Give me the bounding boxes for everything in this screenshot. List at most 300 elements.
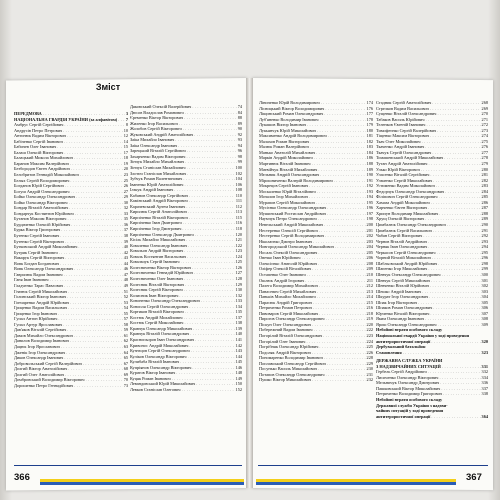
toc-entry-page: 285	[481, 194, 488, 200]
toc-entry-page: 134	[235, 303, 242, 309]
toc-entry-title: Гаврилюк Вадим Іванович	[14, 271, 63, 277]
toc-entry-title: Теленков Євгеній Іванович	[376, 122, 426, 128]
toc-entry-page: 142	[235, 342, 242, 348]
toc-entry-title: Долгий Віктор Анатолійович	[14, 366, 68, 372]
toc-entry-title: Пирогов Олександр Олександрович	[259, 316, 325, 322]
toc-entry-page: 43	[123, 255, 128, 261]
toc-entry-page: 307	[481, 310, 488, 316]
toc-entry-title: Бутенко Сергій Вікторович	[14, 238, 64, 244]
toc-entry-title: Погорілий Олег Іванович	[259, 338, 306, 344]
toc-entry-page: 138	[235, 320, 242, 326]
toc-entry-title: Пономаренко Володимир Іванович	[259, 355, 323, 361]
toc-entry-title: Шкурат Ігор Олександрович	[376, 294, 429, 300]
toc-entry-title: антитерористичної операції	[376, 338, 431, 344]
toc-entry-page: 113	[235, 209, 242, 215]
toc-entry-page: 126	[235, 264, 242, 270]
toc-entry-page: 195	[366, 199, 373, 205]
toc-entry-title: Заїка Михайло Іванович	[130, 137, 175, 143]
toc-entry-title: Костюк Андрій Михайлович	[130, 314, 183, 320]
toc-entry-title: Лукашов Віктор Іванович	[259, 122, 306, 128]
toc-entry-title: Марків Андрій Миколайович	[259, 155, 313, 161]
toc-entry-title: Кулибаба Віталій Іванович	[130, 359, 180, 365]
toc-entry-page: 331	[481, 363, 488, 369]
toc-entry-title: чайних ситуацій у ході проведення	[376, 408, 444, 414]
right-divider	[258, 465, 488, 466]
toc-entry-title: Конопля Сергій Олександрович	[130, 303, 189, 309]
toc-entry-page: 99	[237, 159, 242, 165]
toc-entry-title: Ганя Іван Іванович	[14, 277, 49, 283]
dot-leader	[438, 322, 481, 328]
toc-entry-title: Бондарчук Костянтин Юрійович	[14, 210, 74, 216]
toc-entry-title: Зарецький Віталій Сергійович	[130, 148, 186, 154]
toc-entry-page: 295	[481, 249, 488, 255]
toc-entry-title: Мельник Андрій Олександрович	[259, 172, 320, 178]
toc-entry-title: Дацюк Ігор Ярославович	[14, 343, 60, 349]
toc-entry-title: Чорний Віталій Миколайович	[376, 255, 431, 261]
toc-entry-page: 229	[366, 360, 373, 366]
toc-entry-page: 232	[366, 377, 373, 383]
toc-entry-title: Лисиченко Олександр Вікторович	[376, 374, 439, 380]
toc-entry-page: 276	[481, 144, 488, 150]
toc-entry-page: 186	[366, 155, 373, 161]
toc-entry-title: Дженік Ігор Олександрович	[14, 349, 66, 355]
toc-entry-title: Іваненко Юрій Анатолійович	[130, 181, 184, 187]
toc-entry-page: 144	[235, 353, 242, 359]
toc-entry-page: 118	[235, 226, 242, 232]
toc-entry-page: 89	[237, 120, 242, 126]
toc-entry-title: Поплавський Олександр Сергійович	[259, 360, 326, 366]
toc-entry-page: 197	[366, 210, 373, 216]
toc-entry-page: 39	[123, 238, 128, 244]
dot-leader	[431, 414, 480, 420]
toc-entry-page: 37	[123, 227, 128, 233]
toc-entry-page: 133	[235, 298, 242, 304]
toc-entry-page: 26	[123, 183, 128, 189]
toc-entry-page: 292	[481, 233, 488, 239]
toc-entry-title: Тіщенко Максим Вікторович	[376, 133, 429, 139]
toc-entry-page: 230	[366, 366, 373, 372]
toc-entry-page: 94	[237, 142, 242, 148]
toc-entry-title: Погрібняк Олександр Юрійович	[259, 344, 319, 350]
toc-entry-page: 183	[366, 144, 373, 150]
toc-entry-title: Піскун Олег Олександрович	[259, 321, 312, 327]
toc-entry-page: 269	[481, 105, 488, 111]
toc-entry-page: 7	[125, 116, 128, 122]
toc-entry-page: 93	[237, 137, 242, 143]
toc-entry-page: 90	[237, 126, 242, 132]
toc-entry-page: 208	[366, 260, 373, 266]
toc-entry-title: Колисник Іван Вікторович	[130, 292, 179, 298]
toc-entry-title: Бутанов Максим Вікторович	[14, 216, 67, 222]
toc-entry-title: Мурапов Сергій Миколайович	[259, 199, 315, 205]
toc-entry-title: Кирпіченко Олександр Дмитрович	[130, 231, 194, 237]
toc-entry-page: 218	[366, 310, 373, 316]
toc-entry-page: 73	[123, 382, 128, 388]
toc-entry-page: 174	[366, 100, 373, 105]
toc-entry-title: Кравчук Віталій Олександрович	[130, 331, 190, 337]
toc-entry-title: ДЕРЖАВНА СЛУЖБА УКРАЇНИ	[376, 358, 443, 364]
toc-entry-page: 100	[235, 165, 242, 171]
toc-entry-page: 102	[235, 170, 242, 176]
toc-entry-page: 180	[366, 127, 373, 133]
toc-entry-page: 271	[481, 116, 488, 122]
toc-entry-title: Карачевський Артем Іванович	[130, 203, 186, 209]
toc-entry-title: Куліков Олександр Вікторович	[130, 353, 187, 359]
toc-entry-page: 18	[123, 155, 128, 161]
toc-entry-title: Зінчук Станіслав Михайлович	[130, 165, 186, 171]
toc-entry-page: 219	[366, 316, 373, 322]
toc-entry-page: 123	[235, 248, 242, 254]
toc-entry-page: 139	[235, 325, 242, 331]
toc-entry-page: 182	[366, 138, 373, 144]
toc-entry-title: Белобритов Геннадій Миколайович	[14, 172, 79, 178]
toc-entry-page: 282	[481, 177, 488, 183]
toc-entry-title: Хрипун Володимир Миколайович	[376, 210, 439, 216]
toc-entry-title: Філіпович Сергій Олександрович	[376, 194, 438, 200]
toc-entry-title: Стрелков Вадим Васильович	[376, 105, 429, 111]
toc-entry-title: Юрченко Віталій Вікторович	[376, 310, 430, 316]
toc-entry-page: 188	[366, 161, 373, 167]
toc-entry-title: Гриценко Вадим Васильович	[14, 305, 68, 311]
toc-entry-title: Ткаченко Андрій Іванович	[376, 144, 425, 150]
toc-entry-title: Подоляк Андрій Вікторович	[259, 349, 311, 355]
toc-column-2	[130, 104, 242, 392]
toc-entry-title: Добровольський Сергій Валерійович	[14, 360, 82, 366]
toc-entry-title: Шевченко Віталій Юрійович	[376, 283, 429, 289]
toc-entry-page: 272	[481, 122, 488, 128]
toc-entry-title: Ошлюк Андрій Ігорович	[259, 277, 305, 283]
toc-entry-page: 96	[237, 148, 242, 154]
toc-entry-title: Безбородов Євген Андрійович	[14, 166, 70, 172]
toc-entry-title: Хрущ Олексій Вікторович	[376, 216, 425, 222]
toc-entry-title: Камінський Андрій Вікторович	[130, 198, 188, 204]
toc-entry-page: 125	[235, 259, 242, 265]
toc-entry-title: Голинський Віктор Іванович	[14, 294, 67, 300]
toc-entry-title: Посунько Василь Миколайович	[259, 366, 317, 372]
toc-column-4	[376, 100, 488, 419]
toc-entry-page: 53	[123, 299, 128, 305]
toc-entry-title: Шпак Ігор Вікторович	[376, 299, 418, 305]
toc-entry-title: Бурдаченко Олексій Юрійович	[14, 221, 71, 227]
toc-entry-title: Кузнєцов Сергій Олександрович	[130, 348, 190, 354]
toc-entry-page: 205	[366, 249, 373, 255]
toc-entry-title: Бабичев Олег Іванович	[14, 144, 57, 150]
toc-entry-title: Невельський Андрій Миколайович	[259, 222, 324, 228]
toc-entry-page: 305	[481, 299, 488, 305]
toc-entry-page: 150	[235, 381, 242, 387]
toc-entry-page: 191	[366, 177, 373, 183]
toc-entry-page: 40	[123, 244, 128, 250]
toc-entry-title: Тимофеєнко Сергій Валерійович	[376, 127, 437, 133]
toc-entry-page: 111	[235, 198, 242, 204]
toc-entry-title: Жиленко Ігор Васильович	[130, 120, 178, 126]
toc-entry-title: Мартинюк Віталій Іванович	[259, 161, 311, 167]
toc-entry-title: Кабанов Олександр Сергійович	[130, 192, 188, 198]
toc-entry-title: Дав'яков Віталій Сергійович	[14, 327, 67, 333]
toc-entry-title: Кирпіченко Віталій Вікторович	[130, 214, 188, 220]
toc-entry-page: 364	[481, 413, 488, 419]
toc-entry-title: Краснопьоров Іван Олександрович	[130, 336, 195, 342]
toc-entry-page: 149	[235, 375, 242, 381]
toc-entry-page: 19	[123, 160, 128, 166]
toc-entry-title: Пушко Віктор Миколайович	[259, 377, 312, 383]
toc-entry-title: З НАДЗВИЧАЙНИХ СИТУАЦІЙ	[376, 363, 441, 369]
toc-entry-page: 20	[123, 166, 128, 172]
toc-entry-page: 61	[123, 332, 128, 338]
toc-entry-page: 228	[366, 355, 373, 361]
toc-entry-page: 206	[366, 255, 373, 261]
toc-entry-page: 3	[125, 111, 128, 116]
toc-entry-page: 47	[123, 271, 128, 277]
toc-entry-title: Жуковський Андрій Анатолійович	[130, 131, 194, 137]
toc-entry-title: Белых Сергій Володимирович	[14, 177, 70, 183]
toc-entry-title: Малахов Роман Вікторович	[259, 138, 310, 144]
toc-entry-title: Захарченко Вадим Вікторович	[130, 153, 186, 159]
toc-entry-page: 320	[481, 338, 488, 344]
toc-entry-page: 112	[235, 203, 242, 209]
toc-entry-page: 122	[235, 242, 242, 248]
toc-entry-page: 25	[123, 177, 128, 183]
toc-entry-title: Диков Олександр Іванович	[14, 355, 64, 361]
toc-entry-title: Мірошниченко Валерій Володимирович	[259, 177, 333, 183]
toc-entry-title: Кравчук Олександр Миколайович	[130, 325, 193, 331]
toc-entry-page: 54	[123, 305, 128, 311]
toc-entry-title: Манько Анатолій Михайлович	[259, 149, 316, 155]
toc-entry-page: 121	[235, 237, 242, 243]
toc-entry-title: Кирпіченко Іван Дмитрович	[130, 220, 182, 226]
toc-entry-title: Чернов Віталій Андрійович	[376, 238, 427, 244]
toc-entry-page: 283	[481, 183, 488, 189]
toc-entry-title: Стадник Сергій Анатолійович	[376, 100, 432, 105]
toc-entry-title: Мокрецов Сергій Іванович	[259, 183, 309, 189]
toc-entry-page: 308	[481, 316, 488, 322]
toc-entry-page: 46	[123, 266, 128, 272]
dot-leader	[74, 383, 123, 389]
toc-entry-page: 84	[237, 109, 242, 115]
toc-entry-page: 104	[235, 176, 242, 182]
toc-entry-title: Андрусів Петро Петрович	[14, 127, 63, 133]
toc-entry-title: Шевчук Сергій Миколайович	[376, 277, 430, 283]
toc-entry-title: Державної служби України з надзви-	[376, 402, 448, 408]
toc-entry-title: Бутрик Сергій Іванович	[14, 249, 58, 255]
toc-entry-title: Мочалов Ігор Михайлович	[259, 194, 308, 200]
toc-entry-title: Томашевський Андрій Миколайович	[376, 155, 444, 161]
toc-entry-page: 209	[366, 266, 373, 272]
toc-entry-title: Улько Юрій Вікторович	[376, 166, 420, 172]
toc-entry-page: 33	[123, 210, 128, 216]
toc-entry-page: 323	[481, 349, 488, 355]
toc-entry-title: Ковальов Андрій Вікторович	[130, 248, 184, 254]
toc-entry-page: 273	[481, 127, 488, 133]
toc-entry-title: Пашковський Віктор Миколайович	[376, 385, 441, 391]
toc-entry-title: Ліниченко Юрій Володимирович	[259, 100, 320, 105]
toc-entry-page: 198	[366, 216, 373, 222]
toc-entry-page: 201	[366, 227, 373, 233]
toc-entry-page: 268	[481, 100, 488, 105]
toc-entry-page: 309	[481, 321, 488, 327]
toc-entry-title: Мельничук Олександр Дмитрович	[376, 380, 440, 386]
toc-entry-page: 145	[235, 359, 242, 365]
toc-entry-title: Левандовський Юрій Миколайович	[130, 381, 196, 387]
toc-entry-title: Кирилюк Сергій Анатолійович	[130, 209, 187, 215]
toc-entry-page: 291	[481, 227, 488, 233]
toc-entry-title: Колесниченко Геннадій Юрійович	[130, 270, 193, 276]
toc-entry-title: Ліщинський Роман Олександрович	[259, 111, 324, 117]
toc-entry-title: Шапенко Ігор Миколайович	[376, 266, 428, 272]
toc-entry-title: Бабіченко Сергій Іванович	[14, 138, 63, 144]
toc-entry-page: 294	[481, 244, 488, 250]
toc-entry-page: 8	[125, 122, 128, 128]
toc-entry-title: Злотич Станіслав Михайлович	[130, 170, 187, 176]
toc-entry-page: 215	[366, 299, 373, 305]
toc-entry-title: Хамаза Андрій Миколайович	[376, 199, 430, 205]
toc-entry-title: Парасюк Андрій Григорович	[259, 299, 312, 305]
toc-entry-page: 332	[481, 369, 488, 375]
toc-entry-page: 336	[481, 380, 488, 386]
toc-entry-page: 106	[235, 181, 242, 187]
toc-entry-title: Дамов Михайло Олександрович	[14, 332, 73, 338]
toc-column-1	[14, 111, 128, 388]
dot-leader	[312, 377, 366, 383]
toc-entry-page: 129	[235, 281, 242, 287]
toc-entry-page: 49	[123, 282, 128, 288]
toc-entry-page: 35	[123, 216, 128, 222]
toc-entry-title: Черкасов Сергій Олександрович	[376, 249, 436, 255]
toc-entry-page: 10	[123, 127, 128, 133]
toc-entry-title: Бойко Олександр Олександрович	[14, 194, 75, 200]
toc-entry-page: 88	[237, 115, 242, 121]
toc-entry-title: Остапенко Олег Іванович	[259, 271, 306, 277]
toc-entry-page: 68	[123, 366, 128, 372]
dot-leader	[182, 387, 235, 393]
toc-entry-page: 29	[123, 194, 128, 200]
toc-entry-page: 146	[235, 364, 242, 370]
toc-entry-title: Кононенко Олександр Олександрович	[130, 298, 200, 304]
toc-entry-page: 189	[366, 166, 373, 172]
toc-entry-page: 140	[235, 331, 242, 337]
toc-entry-page: 148	[235, 370, 242, 376]
toc-entry-page: 178	[366, 116, 373, 122]
toc-entry-title: Палега Володимир Михайлович	[259, 283, 318, 289]
toc-entry-title: ПЕРЕДМОВА	[14, 111, 42, 116]
toc-entry-page: 225	[366, 344, 373, 350]
toc-entry-title: Ткач Олег Миколайович	[376, 138, 421, 144]
toc-entry-title: Черняк Іван Олександрович	[376, 244, 428, 250]
toc-entry-title: Колесник Віталій Вікторович	[130, 281, 185, 287]
toc-entry-page: 293	[481, 238, 488, 244]
toc-entry-page: 115	[235, 214, 242, 220]
toc-entry-title: Колесниченко Олег Іванович	[130, 275, 184, 281]
page-title: Зміст	[95, 82, 121, 92]
dot-leader	[431, 339, 480, 345]
toc-entry-title: Малюк Роман Валерійович	[259, 144, 309, 150]
toc-entry-title: Цимбалюк Олександр Олександрович	[376, 222, 446, 228]
toc-entry-page: 130	[235, 287, 242, 293]
toc-entry	[376, 414, 488, 420]
toc-entry-page: 141	[235, 336, 242, 342]
toc-entry-title: Дюсов Владислав Романович	[130, 109, 184, 115]
toc-entry-title: Гупал Антон Юрійович	[14, 316, 58, 322]
toc-entry-page: 338	[481, 391, 488, 397]
toc-entry-page: 337	[481, 385, 488, 391]
toc-entry-title: Костюк Сергій Миколайович	[130, 320, 184, 326]
toc-entry-title: Вовк Олександр Олександрович	[14, 266, 74, 272]
toc-entry-title: Данилов Володимир Іванович	[14, 338, 69, 344]
toc-entry-title: Становлення	[376, 349, 402, 355]
toc-entry-title: Кортиков Віталій Вікторович	[130, 309, 184, 315]
toc-entry-title: Ільчук Андрій Іванович	[130, 187, 174, 193]
toc-entry-title: Сущенко Віталій Олександрович	[376, 111, 437, 117]
toc-entry-title: Гербель Сергій Андрійович	[376, 369, 427, 375]
toc-entry-page: 196	[366, 205, 373, 211]
toc-entry-title: Національної гвардії України у ході проведення	[376, 332, 470, 338]
toc-entry-title: Зінчук Михайло Михайлович	[130, 159, 185, 165]
toc-entry-title: Нестеренко Олексій Сергійович	[259, 227, 318, 233]
toc-entry-page: 220	[366, 321, 373, 327]
toc-entry-page: 281	[481, 172, 488, 178]
toc-entry-page: 279	[481, 161, 488, 167]
toc-entry-title: Купріянов Олександр Вікторович	[130, 364, 192, 370]
toc-entry-title: Зубчук Роман Валентинович	[130, 176, 183, 182]
toc-entry-title: Бутковський Андрій Миколайович	[14, 244, 78, 250]
toc-entry-page: 51	[123, 288, 128, 294]
toc-entry-title: Мусієнко Олександр Олександрович	[259, 205, 327, 211]
toc-entry-page: 270	[481, 111, 488, 117]
toc-entry-page: 98	[237, 153, 242, 159]
toc-entry-title: Кісіль Михайло Миколайович	[130, 237, 186, 243]
toc-entry-title: Гриценко Ігор Іванович	[14, 310, 57, 316]
toc-entry-title: Гладченко Тарас Павлович	[14, 282, 64, 288]
toc-entry-page: 200	[366, 222, 373, 228]
toc-entry-title: Долгий Олег Анатолійович	[14, 371, 64, 377]
left-divider	[14, 465, 242, 466]
toc-entry-title: Мушинський Ростислав Андрійович	[259, 210, 326, 216]
toc-entry-title: Дорошенко Петро Геннадійович	[14, 382, 74, 388]
toc-entry-title: Наумчук Петро Олександрович	[259, 216, 317, 222]
toc-entry-title: Пивоваров Сергій Миколайович	[259, 310, 319, 316]
toc-entry-page: 27	[123, 188, 128, 194]
toc-entry-page: 194	[366, 194, 373, 200]
toc-entry-page: 17	[123, 149, 128, 155]
toc-entry-page: 108	[235, 187, 242, 193]
toc-entry-page: 222	[366, 327, 373, 333]
toc-entry-title: Бондар Віталій Анатолійович	[14, 205, 69, 211]
toc-entry-page: 55	[123, 310, 128, 316]
toc-entry-title: Бурка Віктор Григорович	[14, 227, 61, 233]
toc-entry-page: 193	[366, 188, 373, 194]
toc-entry-title: Шевчук Олександр Олександрович	[376, 271, 441, 277]
toc-entry-title: Максименко Андрій Володимирович	[259, 133, 327, 139]
toc-entry-title: Богданов Юрій Сергійович	[14, 183, 64, 189]
toc-entry-page: 110	[235, 192, 242, 198]
toc-entry-page: 42	[123, 249, 128, 255]
toc-entry-page: 92	[237, 131, 242, 137]
toc-entry-title: Гупал Артур Ярославович	[14, 321, 63, 327]
toc-entry-title: Вакарук Сергій Вікторович	[14, 255, 65, 261]
toc-entry-title: Колесниченко Віктор Вікторович	[130, 264, 191, 270]
toc-entry-page: 284	[481, 188, 488, 194]
toc-entry-title: Овечко Іван Юрійович	[259, 255, 301, 261]
toc-entry-title: антитерористичної операції	[376, 413, 431, 419]
toc-entry-title: Антонюк Вадим Вікторович	[14, 133, 66, 139]
toc-entry-title: Коваленко Олександр Іванович	[130, 242, 188, 248]
toc-entry-title: Потапов Олександр Олександрович	[259, 371, 325, 377]
toc-entry-page: 69	[123, 371, 128, 377]
toc-entry-page: 223	[366, 332, 373, 338]
toc-entry-page: 23	[123, 172, 128, 178]
toc-entry	[259, 377, 373, 383]
toc-entry-title: Харченко Євген Вікторович	[376, 205, 428, 211]
